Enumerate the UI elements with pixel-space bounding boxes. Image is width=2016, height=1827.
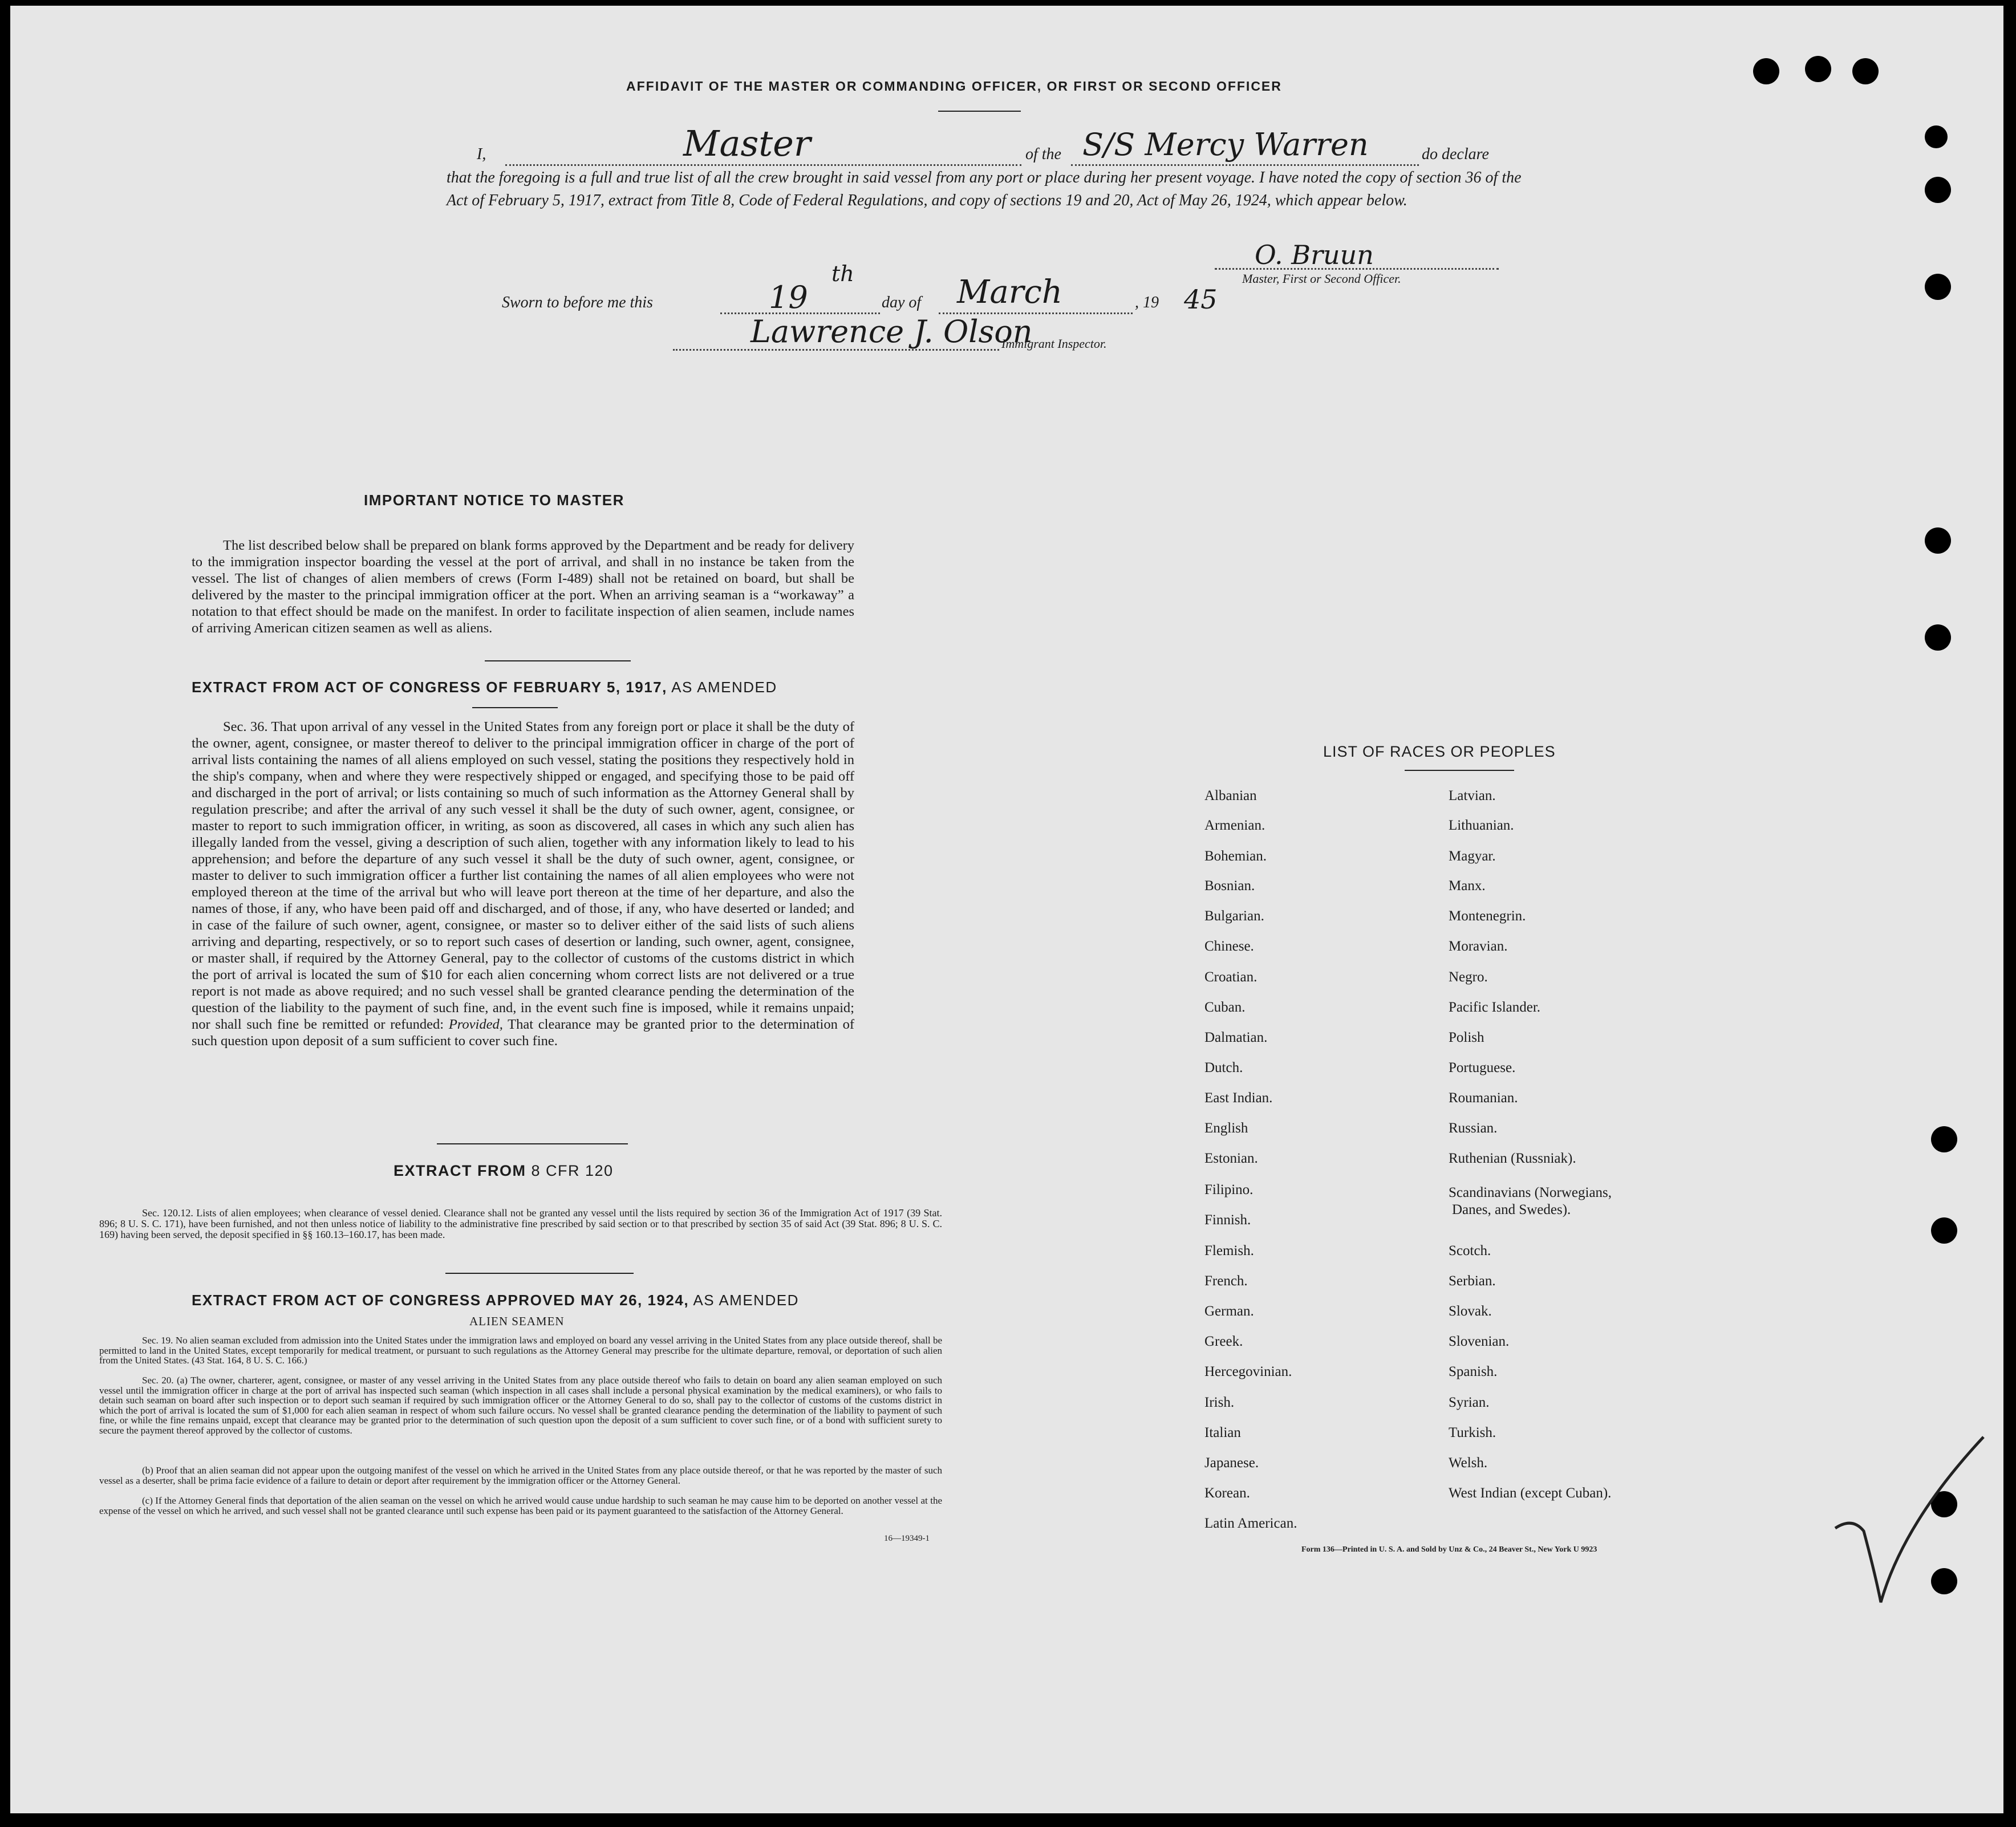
race-item: Serbian.: [1449, 1273, 1496, 1289]
race-item: Korean.: [1204, 1485, 1250, 1501]
race-item: Scandinavians (Norwegians,: [1449, 1185, 1612, 1200]
race-item: Filipino.: [1204, 1182, 1254, 1197]
race-item: Slovenian.: [1449, 1334, 1510, 1349]
race-item: Chinese.: [1204, 939, 1254, 954]
handwritten-day-suffix: th: [831, 261, 854, 286]
race-item: Danes, and Swedes).: [1452, 1202, 1571, 1217]
handwritten-vessel: S/S Mercy Warren: [1082, 127, 1369, 163]
master-signature: O. Bruun: [1255, 239, 1374, 270]
race-item: English: [1204, 1120, 1248, 1136]
divider: [485, 660, 631, 661]
races-title: LIST OF RACES OR PEOPLES: [1323, 743, 1556, 760]
punch-hole: [1753, 58, 1779, 84]
extract-1924-title: EXTRACT FROM ACT OF CONGRESS APPROVED MAY 26, 1924, AS AMENDED: [192, 1292, 799, 1309]
race-item: Polish: [1449, 1030, 1484, 1045]
inspector-signature: Lawrence J. Olson: [751, 314, 1033, 350]
year-prefix: , 19: [1135, 294, 1159, 311]
punch-hole: [1931, 1217, 1957, 1244]
form-footer: Form 136—Printed in U. S. A. and Sold by Unz & Co., 24 Beaver St., New York U 9923: [1301, 1545, 1597, 1554]
sec20a-text: Sec. 20. (a) The owner, charterer, agent, consignee, or master of any vessel arriving in the United States from any place outside thereof who fails to detain on board any alien seaman employed on such vessel until the immigration officer in charge at the port of arrival has inspected such seaman (which inspection in all cases shall include a personal physical examination by the medical examiners), or who fails to detain such seaman on board after such inspection or to deport such seaman if required by such immigration officer or the Attorney General to do so, shall pay to the collector of customs of the customs district in which the port of arrival is located the sum of $1,000 for each alien seaman in respect of whom such failure occurs. No vessel shall be granted clearance pending the determination of the liability to payment of such fine, or while the fine remains unpaid, except that clearance may be granted prior to the determination of such question upon the deposit of a sum sufficient to cover such fine, or of a bond with sufficient surety to secure the payment thereof approved by the collector of customs.: [99, 1375, 942, 1436]
punch-hole: [1852, 58, 1879, 84]
day-of-text: day of: [882, 294, 922, 311]
race-item: Hercegovinian.: [1204, 1364, 1292, 1379]
notice-body: The list described below shall be prepared on blank forms approved by the Department and be ready for delivery to the immigration inspector boarding the vessel at the port of arrival, and shall in no instance be taken from the vessel. The list of changes of alien members of crews (Form I-489) shall not be retained on board, but shall be delivered by the master to the principal immigration officer at the port. When an arriving seaman is a “workaway” a notation to that effect should be made on the manifest. In order to facilitate inspection of alien seamen, include names of arriving American citizen seamen as well as aliens.: [192, 538, 854, 636]
race-item: Italian: [1204, 1425, 1241, 1440]
race-item: Croatian.: [1204, 969, 1258, 985]
race-item: Finnish.: [1204, 1212, 1251, 1228]
race-item: Portuguese.: [1449, 1060, 1516, 1075]
race-item: Roumanian.: [1449, 1090, 1518, 1106]
punch-hole: [1925, 125, 1948, 148]
punch-hole: [1925, 527, 1951, 554]
race-item: Cuban.: [1204, 1000, 1246, 1015]
check-mark-icon: [1818, 1431, 1995, 1619]
race-item: Bohemian.: [1204, 848, 1267, 864]
extract-cfr-title: EXTRACT FROM 8 CFR 120: [394, 1162, 614, 1179]
race-item: Russian.: [1449, 1120, 1498, 1136]
dotted-line: [1215, 268, 1499, 270]
cfr-text: Sec. 120.12. Lists of alien employees; when clearance of vessel denied. Clearance shall not be granted any vessel until the lists required by section 36 of the Immigration Act of 1917 (39 Stat. 896; 8 U. S. C. 171), have been furnished, and not then unless notice of liability to the administrative fine prescribed by said section or to that prescribed by section 35 of said Act (39 Stat. 896; 8 U. S. C. 169) having been served, the deposit specified in §§ 160.13–160.17, has been made.: [99, 1207, 942, 1240]
affidavit-declare: do declare: [1422, 145, 1489, 163]
race-item: Dutch.: [1204, 1060, 1243, 1075]
race-item: French.: [1204, 1273, 1248, 1289]
race-item: German.: [1204, 1304, 1254, 1319]
race-item: Moravian.: [1449, 939, 1508, 954]
race-item: Latvian.: [1449, 788, 1496, 803]
sec19-text: Sec. 19. No alien seaman excluded from admission into the United States under the immigration laws and employed on board any vessel arriving in the United States from any place outside thereof, shall be permitted to land in the United States, except temporarily for medical treatment, or pursuant to such regulations as the Attorney General may prescribe for the ultimate departure, removal, or deportation of such alien from the United States. (43 Stat. 164, 8 U. S. C. 166.): [99, 1335, 942, 1366]
race-item: Scotch.: [1449, 1243, 1491, 1258]
race-item: Japanese.: [1204, 1455, 1259, 1471]
race-item: Ruthenian (Russniak).: [1449, 1151, 1576, 1166]
race-item: Turkish.: [1449, 1425, 1496, 1440]
punch-hole: [1805, 56, 1831, 82]
punch-hole: [1925, 177, 1951, 203]
race-item: Dalmatian.: [1204, 1030, 1268, 1045]
inspector-caption: Immigrant Inspector.: [1001, 336, 1107, 351]
divider: [445, 1273, 634, 1274]
race-item: Greek.: [1204, 1334, 1243, 1349]
divider: [472, 707, 558, 708]
race-item: Lithuanian.: [1449, 818, 1514, 833]
sec36-text: Sec. 36. That upon arrival of any vessel in the United States from any foreign port or place it shall be the duty of the owner, agent, consignee, or master thereof to deliver to the principal immigration officer in charge of the port of arrival lists containing the names of all aliens employed on such vessel, stating the positions they respectively hold in the ship's company, when and where they were respectively shipped or engaged, and specifying those to be paid off and discharged in the port of arrival; or lists containing so much of such information as the Attorney General shall by regulation prescribe; and after the arrival of any such vessel it shall be the duty of such owner, agent, consignee, or master to report to such immigration officer, in writing, as soon as discovered, all cases in which any such alien has illegally landed from the vessel, giving a description of such alien, together with any information likely to lead to his apprehension; and before the departure of any such vessel it shall be the duty of such owner, agent, consignee, or master to deliver to such immigration officer a further list containing the names of all alien employees who were not employed thereon at the time of the arrival but who will leave port thereon at the time of her departure, and also the names of those, if any, who have been paid off and discharged, and of those, if any, who have deserted or landed; and in case of the failure of such owner, agent, consignee, or master so to deliver either of the said lists of such aliens arriving and departing, respectively, or so to report such cases of desertion or landing, such owner, agent, consignee, or master shall, if required by the Attorney General, pay to the collector of customs of the customs district in which the port of arrival is located the sum of $10 for each alien concerning whom correct lists are not delivered or a true report is not made as above required; and no such vessel shall be granted clearance pending the determination of the question of the liability to the payment of such fine, and, in the event such fine is imposed, while it remains unpaid; nor shall such fine be remitted or refunded: Provided, That clearance may be granted prior to the determination of such question upon deposit of a sum sufficient to cover such fine.: [192, 719, 855, 1049]
handwritten-year: 45: [1184, 284, 1218, 315]
divider: [938, 111, 1021, 112]
race-item: Syrian.: [1449, 1395, 1490, 1410]
race-item: Magyar.: [1449, 848, 1496, 864]
affidavit-body: that the foregoing is a full and true list of all the crew brought in said vessel from any port or place during her present voyage. I have noted the copy of section 36 of the Act of February 5, 1917, extract from Title 8, Code of Federal Regulations, and copy of sections 19 and 20, Act of May 26, 1924, which appear below.: [447, 169, 1522, 209]
punch-hole: [1925, 274, 1951, 300]
race-item: Irish.: [1204, 1395, 1235, 1410]
divider: [1405, 770, 1514, 771]
affidavit-i: I,: [477, 145, 486, 163]
race-item: Welsh.: [1449, 1455, 1488, 1471]
master-caption: Master, First or Second Officer.: [1242, 271, 1401, 286]
race-item: Pacific Islander.: [1449, 1000, 1541, 1015]
punch-hole: [1925, 624, 1951, 651]
race-item: Flemish.: [1204, 1243, 1254, 1258]
race-item: Montenegrin.: [1449, 908, 1526, 924]
race-item: Bulgarian.: [1204, 908, 1264, 924]
affidavit-title: AFFIDAVIT OF THE MASTER OR COMMANDING OFFICER, OR FIRST OR SECOND OFFICER: [626, 79, 1282, 94]
alien-seamen-subtitle: ALIEN SEAMEN: [469, 1314, 565, 1328]
race-item: West Indian (except Cuban).: [1449, 1485, 1612, 1501]
affidavit-of-the: of the: [1025, 145, 1061, 163]
dotted-line: [505, 164, 1021, 166]
dotted-line: [1071, 164, 1419, 166]
handwritten-master: Master: [683, 123, 811, 164]
sworn-text: Sworn to before me this: [502, 294, 653, 311]
race-item: Latin American.: [1204, 1516, 1297, 1531]
form-page: [10, 6, 2003, 1813]
race-item: Negro.: [1449, 969, 1488, 985]
sec20b-text: (b) Proof that an alien seaman did not appear upon the outgoing manifest of the vessel on which he arrived in the United States from any place outside thereof, or that he was reported by the master of such vessel as a deserter, shall be prima facie evidence of a failure to detain or deport after requirement by the immigration officer or the Attorney General.: [99, 1465, 942, 1486]
race-item: Albanian: [1204, 788, 1257, 803]
form-code: 16—19349-1: [884, 1534, 930, 1543]
extract-1917-title: EXTRACT FROM ACT OF CONGRESS OF FEBRUARY 5, 1917, AS AMENDED: [192, 679, 777, 696]
punch-hole: [1931, 1126, 1957, 1152]
race-item: Armenian.: [1204, 818, 1265, 833]
sec20c-text: (c) If the Attorney General finds that deportation of the alien seaman on the vessel on which he arrived would cause undue hardship to such seaman he may cause him to be deported on another vessel at the expense of the vessel on which he arrived, and such vessel shall not be granted clearance until such expense has been paid or its payment guaranteed to the satisfaction of the Attorney General.: [99, 1495, 942, 1516]
race-item: Manx.: [1449, 878, 1486, 894]
race-item: East Indian.: [1204, 1090, 1273, 1106]
race-item: Bosnian.: [1204, 878, 1255, 894]
race-item: Slovak.: [1449, 1304, 1492, 1319]
notice-title: IMPORTANT NOTICE TO MASTER: [364, 492, 624, 509]
race-item: Estonian.: [1204, 1151, 1258, 1166]
handwritten-day: 19: [769, 279, 808, 315]
handwritten-month: March: [957, 274, 1062, 311]
divider: [437, 1143, 628, 1144]
race-item: Spanish.: [1449, 1364, 1498, 1379]
